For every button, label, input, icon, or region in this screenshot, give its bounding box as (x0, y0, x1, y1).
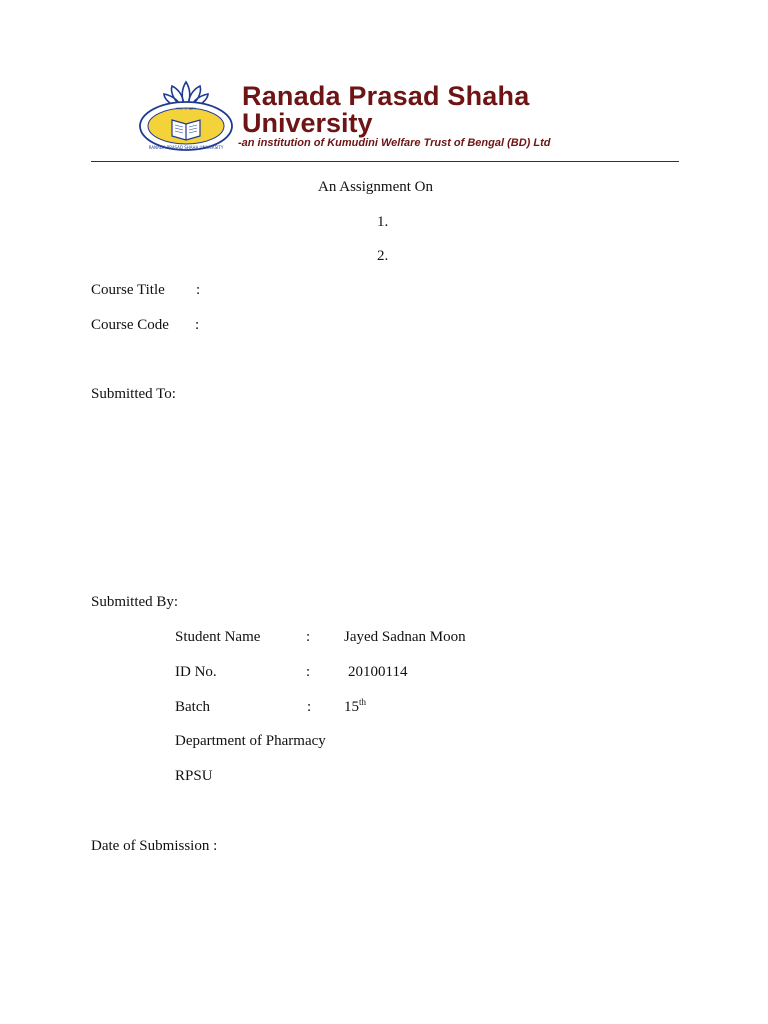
seal-top-text: সত্য ও জ্ঞান (176, 106, 196, 111)
course-title-separator: : (196, 282, 201, 298)
letterhead (0, 0, 768, 170)
batch-separator: : (307, 699, 312, 715)
assignment-heading: An Assignment On (318, 179, 434, 195)
assignment-item-2: 2. (377, 248, 389, 264)
batch-ordinal-suffix: th (359, 697, 367, 707)
university-name-line1: Ranada Prasad Shaha (242, 81, 530, 111)
student-name-value: Jayed Sadnan Moon (344, 629, 466, 645)
header-divider (91, 161, 679, 162)
course-code-separator: : (195, 317, 200, 333)
batch-number: 15 (344, 699, 359, 715)
submitted-to-label: Submitted To: (91, 386, 176, 402)
seal-bottom-text: RANADA PRASAD SHAHA UNIVERSITY (148, 145, 224, 150)
university-seal-logo (136, 80, 244, 152)
submitted-by-label: Submitted By: (91, 594, 179, 610)
university-name-line2: University (242, 108, 373, 138)
batch-label: Batch (175, 699, 210, 715)
student-name-label: Student Name (175, 629, 261, 645)
institution-short-name: RPSU (175, 768, 213, 784)
batch-value (344, 698, 366, 716)
department-name: Department of Pharmacy (175, 733, 326, 749)
assignment-item-1: 1. (377, 214, 389, 230)
id-separator: : (306, 664, 311, 680)
id-label: ID No. (175, 664, 217, 680)
id-value: 20100114 (348, 664, 408, 680)
course-title-label: Course Title (91, 282, 165, 298)
university-tagline: -an institution of Kumudini Welfare Trust of Bengal (BD) Ltd (238, 137, 551, 149)
date-of-submission-label: Date of Submission : (91, 838, 218, 854)
student-name-separator: : (306, 629, 311, 645)
course-code-label: Course Code (91, 317, 169, 333)
